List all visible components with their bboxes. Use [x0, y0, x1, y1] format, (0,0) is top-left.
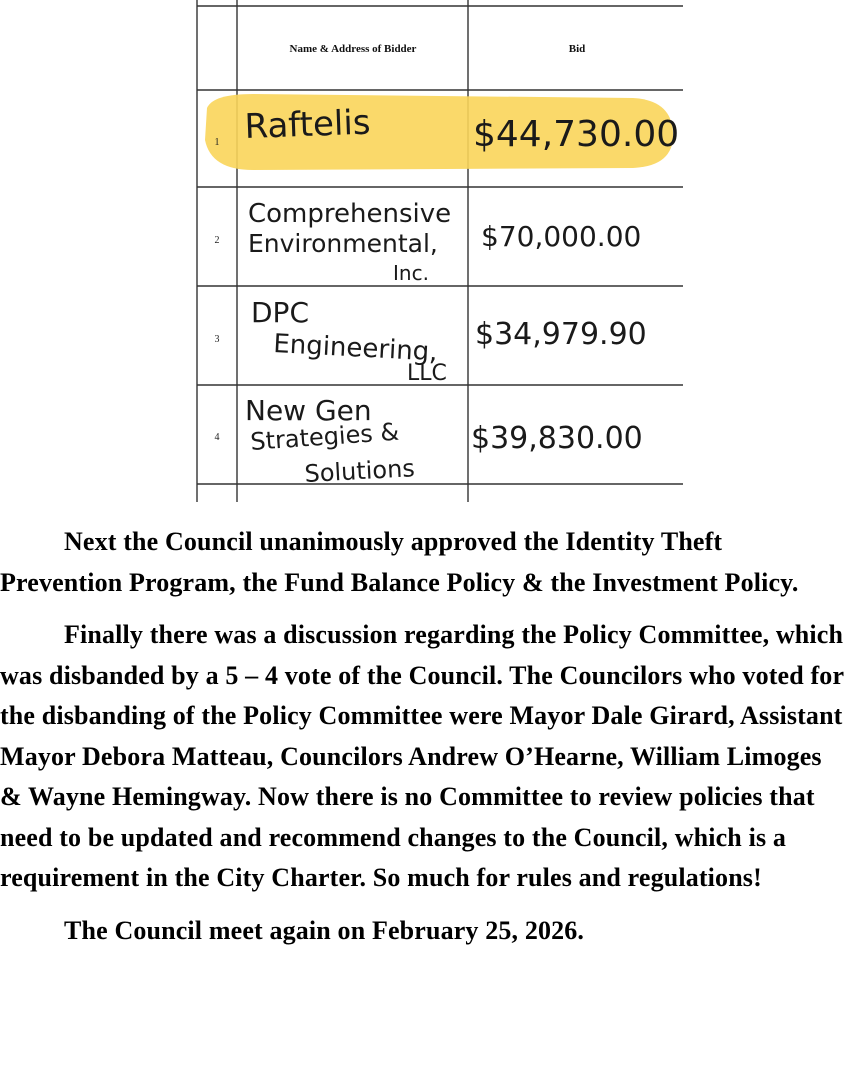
paragraph: Next the Council unanimously approved the Identity Theft Prevention Program, the Fund Balance Policy & the Investment Policy. — [0, 527, 799, 597]
bid-amount: $44,730.00 — [473, 114, 680, 155]
bidder-name-line: Strategies & — [249, 417, 400, 456]
header-name: Name & Address of Bidder — [289, 43, 417, 55]
paragraph: Finally there was a discussion regarding the Policy Committee, which was disbanded by a 5 – 4 vote of the Council. The Councilors who voted for the disbanding of the Policy Committee were Mayor Dale Girard, Assistant Mayor Debora Matteau, Councilors Andrew O’Hearne, William Limoges & Wayne Hemingway. Now there is no Committee to review policies that need to be updated and recommend changes to the Council, which is a requirement in the City Charter. So much for rules and regulations! — [0, 620, 844, 892]
bid-amount: $34,979.90 — [475, 317, 647, 352]
bidder-name-line: Comprehensive — [248, 199, 452, 229]
row-number: 4 — [214, 432, 220, 443]
bidder-name-line: Inc. — [393, 261, 429, 285]
bidder-name-line: DPC — [251, 296, 309, 329]
row-number: 2 — [214, 235, 220, 246]
row-number: 1 — [214, 137, 220, 148]
bidder-name-line: New Gen — [245, 394, 372, 427]
bidder-name-line: Solutions — [303, 454, 416, 488]
bid-amount: $39,830.00 — [471, 421, 643, 456]
article-body — [0, 522, 850, 963]
bidder-name-line: Engineering, — [272, 329, 439, 368]
bidder-name-line: LLC — [407, 361, 447, 386]
row-number: 3 — [214, 334, 220, 345]
bid-table-image — [193, 0, 683, 502]
paragraph: The Council meet again on February 25, 2026. — [64, 915, 585, 945]
bid-amount: $70,000.00 — [481, 220, 642, 253]
bid-table-svg — [193, 0, 683, 502]
header-bid: Bid — [568, 43, 586, 55]
bidder-name-line: Environmental, — [248, 229, 438, 258]
bidder-name: Raftelis — [243, 102, 372, 147]
